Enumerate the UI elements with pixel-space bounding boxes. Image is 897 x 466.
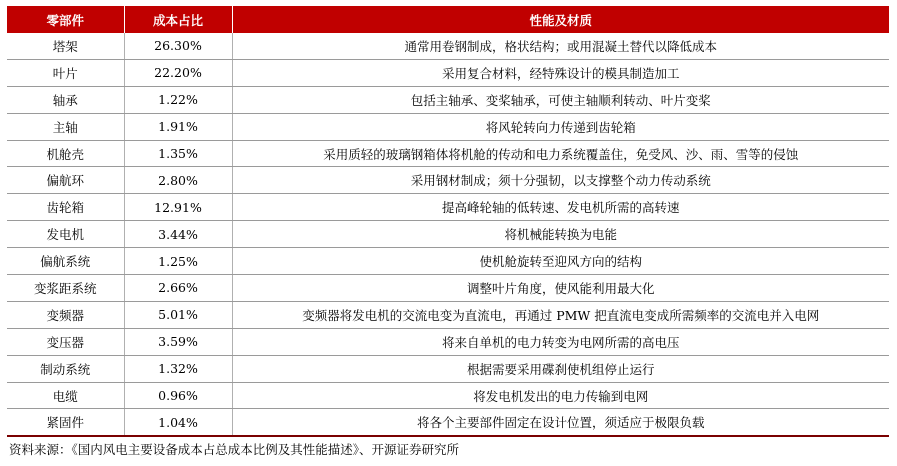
cell-share: 2.66%: [124, 275, 232, 302]
table-row: [7, 301, 889, 328]
table-row: [7, 328, 889, 355]
cell-desc: 包括主轴承、变桨轴承，可使主轴顺利转动、叶片变桨: [232, 86, 889, 113]
cell-part: 变频器: [7, 301, 124, 328]
cell-part: 紧固件: [7, 409, 124, 436]
cell-desc: 采用质轻的玻璃钢箱体将机舱的传动和电力系统覆盖住，免受风、沙、雨、雪等的侵蚀: [232, 140, 889, 167]
table-row: [7, 275, 889, 302]
cell-desc: 使机舱旋转至迎风方向的结构: [232, 248, 889, 275]
table-row: [7, 140, 889, 167]
cell-share: 1.25%: [124, 248, 232, 275]
cell-desc: 根据需要采用碟刹使机组停止运行: [232, 355, 889, 382]
table-header-row: [7, 6, 889, 33]
header-desc: 性能及材质: [232, 6, 889, 33]
cell-desc: 提高峰轮轴的低转速、发电机所需的高转速: [232, 194, 889, 221]
cell-desc: 采用复合材料，经特殊设计的模具制造加工: [232, 59, 889, 86]
cell-share: 26.30%: [124, 33, 232, 59]
cell-desc: 将风轮转向力传递到齿轮箱: [232, 113, 889, 140]
table-row: [7, 248, 889, 275]
table-row: [7, 86, 889, 113]
table-row: [7, 355, 889, 382]
cell-part: 制动系统: [7, 355, 124, 382]
header-part: 零部件: [7, 6, 124, 33]
cell-share: 3.44%: [124, 221, 232, 248]
cell-part: 塔架: [7, 33, 124, 59]
source-note: 资料来源：《国内风电主要设备成本占总成本比例及其性能描述》、开源证券研究所: [9, 442, 460, 457]
cell-part: 主轴: [7, 113, 124, 140]
header-share: 成本占比: [124, 6, 232, 33]
cell-share: 1.91%: [124, 113, 232, 140]
cell-share: 0.96%: [124, 382, 232, 409]
cell-desc: 通常用卷钢制成，格状结构；或用混凝土替代以降低成本: [232, 33, 889, 59]
cell-part: 机舱壳: [7, 140, 124, 167]
cell-desc: 将机械能转换为电能: [232, 221, 889, 248]
table-row: [7, 194, 889, 221]
cell-desc: 将发电机发出的电力传输到电网: [232, 382, 889, 409]
table-row: [7, 167, 889, 194]
table-row: [7, 33, 889, 59]
cell-desc: 变频器将发电机的交流电变为直流电，再通过 PMW 把直流电变成所需频率的交流电并入电网: [232, 301, 889, 328]
cell-part: 偏航系统: [7, 248, 124, 275]
cell-share: 1.22%: [124, 86, 232, 113]
cell-share: 3.59%: [124, 328, 232, 355]
table-row: [7, 409, 889, 436]
cell-share: 2.80%: [124, 167, 232, 194]
cell-desc: 调整叶片角度，使风能利用最大化: [232, 275, 889, 302]
cell-desc: 采用钢材制成；须十分强韧，以支撑整个动力传动系统: [232, 167, 889, 194]
table-row: [7, 59, 889, 86]
cell-part: 偏航环: [7, 167, 124, 194]
cell-share: 1.32%: [124, 355, 232, 382]
table-row: [7, 221, 889, 248]
cost-table: [7, 6, 889, 437]
table-row: [7, 113, 889, 140]
cell-part: 齿轮箱: [7, 194, 124, 221]
table-body: [7, 33, 889, 436]
cell-part: 电缆: [7, 382, 124, 409]
cell-part: 叶片: [7, 59, 124, 86]
cell-part: 发电机: [7, 221, 124, 248]
cell-desc: 将来自单机的电力转变为电网所需的高电压: [232, 328, 889, 355]
cell-share: 1.35%: [124, 140, 232, 167]
cell-share: 22.20%: [124, 59, 232, 86]
cell-desc: 将各个主要部件固定在设计位置，须适应于极限负载: [232, 409, 889, 436]
table-row: [7, 382, 889, 409]
cell-share: 5.01%: [124, 301, 232, 328]
cell-share: 1.04%: [124, 409, 232, 436]
cell-share: 12.91%: [124, 194, 232, 221]
cell-part: 变浆距系统: [7, 275, 124, 302]
cell-part: 变压器: [7, 328, 124, 355]
cell-part: 轴承: [7, 86, 124, 113]
